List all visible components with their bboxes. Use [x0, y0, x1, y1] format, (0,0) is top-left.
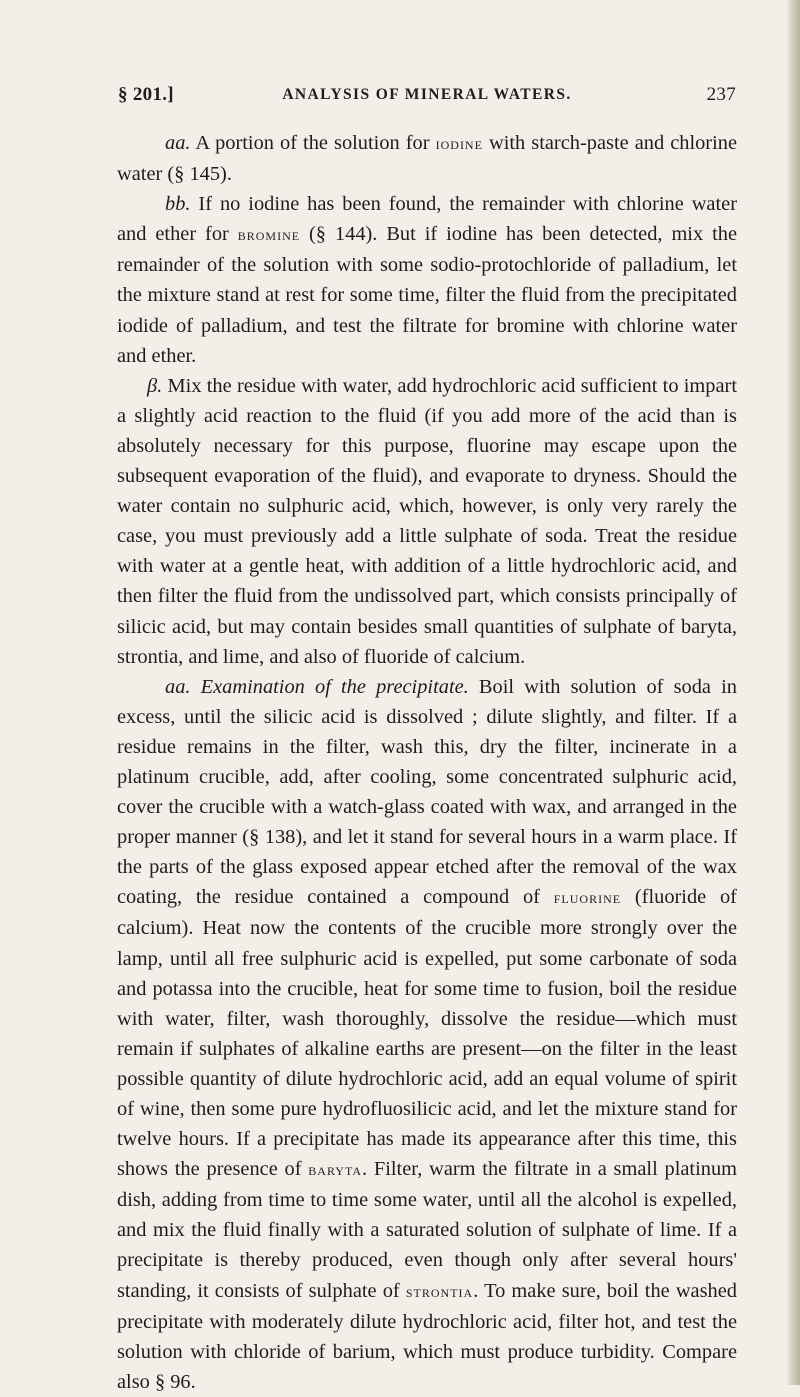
keyword-fluorine: fluorine — [553, 888, 622, 908]
page-edge-shadow — [786, 0, 800, 1385]
running-head — [118, 84, 736, 114]
paragraph-label: aa. — [165, 675, 191, 698]
paragraph-label: β. — [147, 374, 163, 397]
paragraph-label: bb. — [165, 193, 191, 216]
paragraph-aa-iodine: aa. A portion of the solution for iodine with starch-paste and chlorine water (§ 145). — [117, 132, 738, 186]
subheading-examination: Examination of the precipitate. — [200, 675, 469, 698]
keyword-baryta: baryta — [308, 1160, 363, 1180]
paragraph-aa-examination: aa. Examination of the precipitate. Boil with solution of soda in excess, until the silicic acid is dissolved ; dilute slightly, and filter. If a residue remains in the filter, wash this, dry the filter, incinerate in a platinum crucible, add, after cooling, some concentrated sulphuric acid, cover the crucible with a watch-glass coated with wax, and arranged in the proper manner (§ 138), and let it stand for several hours in a warm place. If the parts of the glass exposed appear etched after the removal of the wax coating, the residue contained a compound of fluorine (fluoride of calcium). Heat now the contents of the crucible more strongly over the lamp, until all free sulphuric acid is expelled, put some carbonate of soda and potassa into the crucible, heat for some time to fusion, boil the residue with water, filter, wash thoroughly, dissolve the residue—which must remain if sulphates of alkaline earths are present—on the filter in the least possible quantity of dilute hydrochloric acid, add an equal volume of spirit of wine, then some pure hydrofluosilicic acid, and let the mixture stand for twelve hours. If a precipitate has made its appearance after this time, this shows the presence of baryta. Filter, warm the filtrate in a small platinum dish, adding from time to time some water, until all the alcohol is expelled, and mix the fluid finally with a saturated solution of sulphate of lime. If a precipitate is thereby produced, even though only after several hours' standing, it consists of sulphate of strontia. To make sure, boil the washed precipitate with moderately dilute hydrochloric acid, filter hot, and test the solution with chloride of barium, which must produce turbidity. Compare also § 96. — [117, 675, 737, 1393]
paragraph-label: aa. — [165, 132, 191, 154]
paragraph-beta: β. Mix the residue with water, add hydrochloric acid sufficient to impart a slightly acid reaction to the fluid (if you add more of the acid than is absolutely necessary for this purpose, fluorine may escape upon the subsequent evaporation of the fluid), and evaporate to dryness. Should the water contain no sulphuric acid, which, however, is only very rarely the case, you must previously add a little sulphate of soda. Treat the residue with water at a gentle heat, with addition of a little hydrochloric acid, and then filter the fluid from the undissolved part, which consists principally of silicic acid, but may contain besides small quantities of sulphate of baryta, strontia, and lime, and also of fluoride of calcium. — [117, 374, 737, 668]
page-number: 237 — [706, 84, 736, 105]
body-text — [117, 128, 737, 1397]
section-number: § 201.] — [118, 84, 174, 105]
keyword-iodine: iodine — [435, 134, 483, 153]
paragraph-bb-bromine: bb. If no iodine has been found, the remainder with chlorine water and ether for bromine (§ 144). But if iodine has been detected, mix the remainder of the solution with some sodio-protochloride of palladium, let the mixture stand at rest for some time, filter the fluid from the precipitated iodide of palladium, and test the filtrate for bromine with chlorine water and ether. — [117, 193, 737, 367]
keyword-strontia: strontia — [405, 1281, 474, 1301]
keyword-bromine: bromine — [237, 225, 301, 245]
running-title: ANALYSIS OF MINERAL WATERS. — [282, 86, 572, 103]
